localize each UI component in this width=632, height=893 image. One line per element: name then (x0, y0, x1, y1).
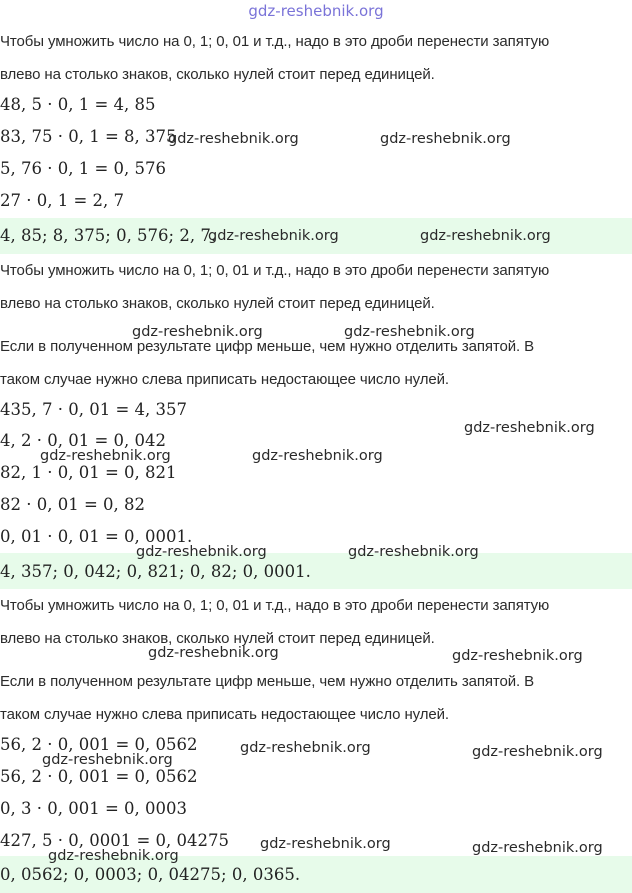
equation: 27 · 0, 1 = 2, 7 (0, 191, 125, 210)
rule-text-line: влево на столько знаков, сколько нулей стоит перед единицей. (0, 630, 435, 647)
equation: 56, 2 · 0, 001 = 0, 0562 (0, 767, 198, 786)
equation: 435, 7 · 0, 01 = 4, 357 (0, 400, 187, 419)
rule-text-line: влево на столько знаков, сколько нулей стоит перед единицей. (0, 295, 435, 312)
watermark-text: gdz-reshebnik.org (132, 324, 263, 340)
watermark-text: gdz-reshebnik.org (348, 544, 479, 560)
watermark-text: gdz-reshebnik.org (452, 648, 583, 664)
equation: 0, 3 · 0, 001 = 0, 0003 (0, 799, 187, 818)
site-header-link[interactable]: gdz-reshebnik.org (248, 2, 384, 20)
watermark-text: gdz-reshebnik.org (260, 836, 391, 852)
watermark-text: gdz-reshebnik.org (136, 544, 267, 560)
rule-text-line: Чтобы умножить число на 0, 1; 0, 01 и т.д., надо в это дроби перенести запятую (0, 33, 550, 50)
equation: 0, 01 · 0, 01 = 0, 0001. (0, 527, 193, 546)
answer-line: 0, 0562; 0, 0003; 0, 04275; 0, 0365. (0, 865, 301, 884)
equation: 427, 5 · 0, 0001 = 0, 04275 (0, 831, 229, 850)
equation: 56, 2 · 0, 001 = 0, 0562 (0, 735, 198, 754)
watermark-text: gdz-reshebnik.org (48, 848, 179, 864)
note-text-line: таком случае нужно слева приписать недостающее число нулей. (0, 706, 449, 723)
watermark-text: gdz-reshebnik.org (42, 752, 173, 768)
rule-text-line: Чтобы умножить число на 0, 1; 0, 01 и т.д., надо в это дроби перенести запятую (0, 597, 550, 614)
note-text-line: Если в полученном результате цифр меньше, чем нужно отделить запятой. В (0, 338, 535, 355)
watermark-text: gdz-reshebnik.org (344, 324, 475, 340)
note-text-line: таком случае нужно слева приписать недостающее число нулей. (0, 371, 449, 388)
equation: 82, 1 · 0, 01 = 0, 821 (0, 463, 177, 482)
rule-text-line: Чтобы умножить число на 0, 1; 0, 01 и т.д., надо в это дроби перенести запятую (0, 262, 550, 279)
answer-line: 4, 357; 0, 042; 0, 821; 0, 82; 0, 0001. (0, 562, 311, 581)
watermark-text: gdz-reshebnik.org (420, 228, 551, 244)
watermark-text: gdz-reshebnik.org (464, 420, 595, 436)
watermark-text: gdz-reshebnik.org (380, 131, 511, 147)
watermark-text: gdz-reshebnik.org (40, 448, 171, 464)
equation: 48, 5 · 0, 1 = 4, 85 (0, 95, 156, 114)
equation: 83, 75 · 0, 1 = 8, 375 (0, 127, 177, 146)
watermark-text: gdz-reshebnik.org (472, 840, 603, 856)
note-text-line: Если в полученном результате цифр меньше, чем нужно отделить запятой. В (0, 673, 535, 690)
equation: 4, 2 · 0, 01 = 0, 042 (0, 431, 166, 450)
watermark-text: gdz-reshebnik.org (168, 131, 299, 147)
equation: 82 · 0, 01 = 0, 82 (0, 495, 146, 514)
equation: 5, 76 · 0, 1 = 0, 576 (0, 159, 166, 178)
watermark-text: gdz-reshebnik.org (240, 740, 371, 756)
answer-line: 4, 85; 8, 375; 0, 576; 2, 7. (0, 226, 217, 245)
watermark-text: gdz-reshebnik.org (208, 228, 339, 244)
watermark-text: gdz-reshebnik.org (148, 645, 279, 661)
watermark-text: gdz-reshebnik.org (472, 744, 603, 760)
rule-text-line: влево на столько знаков, сколько нулей стоит перед единицей. (0, 66, 435, 83)
watermark-text: gdz-reshebnik.org (252, 448, 383, 464)
